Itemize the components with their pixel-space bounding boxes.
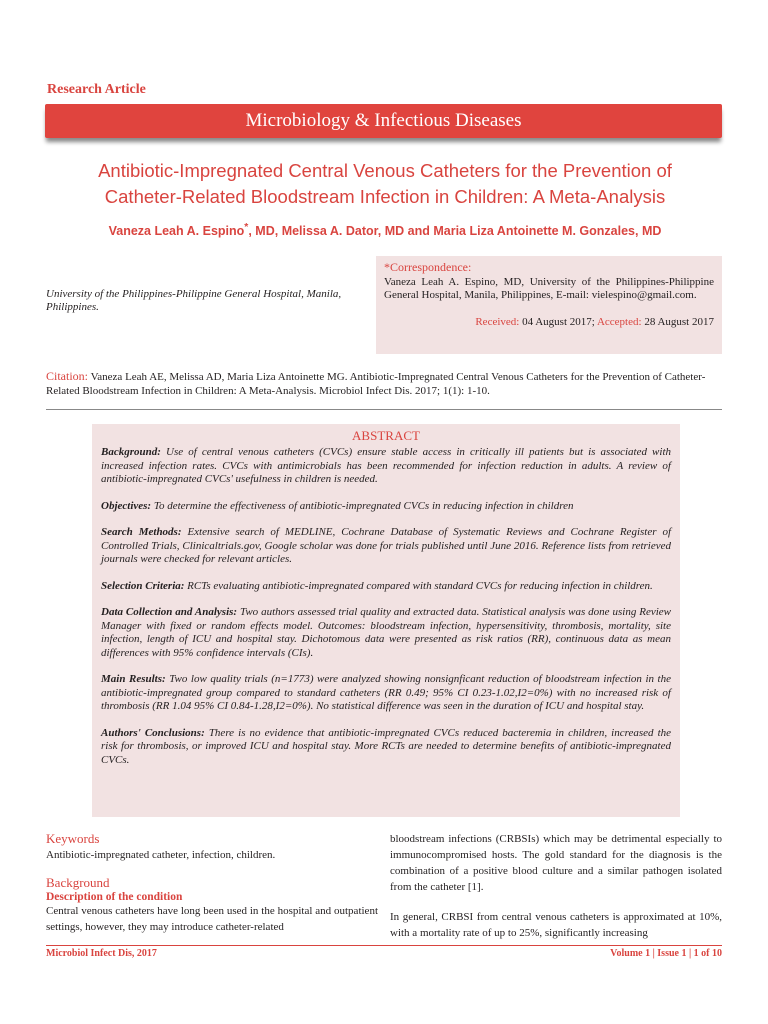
abstract-data-collection [101, 606, 671, 660]
abstract-selection-label: Selection Criteria: [101, 579, 185, 592]
corresponding-mark: * [244, 222, 249, 233]
article-type-label: Research Article [47, 82, 146, 97]
title-line-1: Antibiotic-Impregnated Central Venous Catheters for the Prevention of [98, 160, 672, 181]
abstract-search-text: Extensive search of MEDLINE, Cochrane Database of Systematic Reviews and Cochrane Register of Controlled Trials, Clinicaltrials.gov, Google scholar was done for trials published until June 2016. Reference lists from retrieved journals were checked for relevant articles. [101, 526, 671, 565]
abstract-results-text: Two low quality trials (n=1773) were analyzed showing nonsignficant reduction of bloodstream infection in the antibiotic-impregnated group compared to standard catheters (RR 0.49; 95% CI 0.23-1.02,I2=0%) with no increased risk of thrombosis (RR 1.04 95% CI 0.84-1.28,I2=0%). No statistical difference was seen in the duration of ICU and hospital stay. [101, 673, 671, 712]
background-heading: Background [46, 875, 110, 890]
received-label: Received: [475, 316, 520, 328]
abstract-objectives [101, 500, 671, 514]
abstract-objectives-label: Objectives: [101, 499, 152, 512]
abstract-background-text: Use of central venous catheters (CVCs) ensure stable access in critically ill patients but is associated with increased infection rates. CVCs with antimicrobials has been recommended for infection reduction in adults. A review of antibiotic-impregnated CVCs' usefulness in children is needed. [101, 446, 672, 485]
abstract-selection-text: RCTs evaluating antibiotic-impregnated compared with standard CVCs for reducing infection in children. [187, 579, 653, 592]
body-paragraph-right-1: bloodstream infections (CRBSIs) which may be detrimental especially to immunocompromised hosts. The gold standard for the diagnosis is the combination of a positive blood culture and a similar pathogen isolated from the catheter [1]. [390, 833, 722, 893]
abstract-selection [101, 580, 671, 594]
abstract-heading: ABSTRACT [352, 428, 420, 443]
abstract-objectives-text: To determine the effectiveness of antibiotic-impregnated CVCs in reducing infection in children [153, 499, 574, 512]
journal-banner [45, 104, 722, 138]
abstract-conclusions-text: There is no evidence that antibiotic-impregnated CVCs reduced bacteremia in children, increased the risk for thrombosis, or improved ICU and hospital stay. More RCTs are needed to determine benefits of antibiotic-impregnated CVCs. [101, 726, 672, 766]
divider [46, 409, 722, 410]
correspondence-box [376, 256, 722, 354]
received-date: 04 August 2017; [522, 316, 595, 328]
abstract-background [101, 446, 671, 487]
abstract-data-label: Data Collection and Analysis: [101, 606, 238, 618]
abstract-data-text: Two authors assessed trial quality and extracted data. Statistical analysis was done using Review Manager with fixed or random effects model. Outcomes: bloodstream infection, hypersensitivity, thrombosis, mortality, site infection, length of ICU and hospital stay. Dichotomous data were presented as risk ratios (RR), continuous data as mean differences with 95% confidence intervals (CIs). [101, 606, 672, 659]
abstract-background-label: Background: [101, 446, 161, 458]
correspondence-text: Vaneza Leah A. Espino, MD, University of the Philippines-Philippine General Hospital, Manila, Philippines, E-mail: vielespino@gmail.com. [384, 276, 714, 301]
accepted-label: Accepted: [596, 316, 642, 328]
abstract-search [101, 526, 671, 567]
abstract-results [101, 673, 671, 714]
correspondence-heading: *Correspondence: [384, 260, 472, 274]
accepted-date: 28 August 2017 [644, 316, 714, 328]
other-authors: , MD, Melissa A. Dator, MD and Maria Liza Antoinette M. Gonzales, MD [248, 224, 662, 239]
footer-journal: Microbiol Infect Dis, 2017 [46, 948, 157, 959]
abstract-conclusions-label: Authors' Conclusions: [101, 726, 205, 739]
footer-pagination: Volume 1 | Issue 1 | 1 of 10 [610, 948, 722, 959]
abstract-results-label: Main Results: [101, 673, 166, 685]
keywords-heading: Keywords [46, 831, 100, 846]
citation-label: Citation: [46, 369, 88, 383]
condition-subheading: Description of the condition [46, 891, 183, 903]
body-paragraph-right-2: In general, CRBSI from central venous catheters is approximated at 10%, with a mortality rate of up to 25%, significantly increasing [390, 911, 722, 939]
abstract-box [92, 424, 680, 817]
author-list [40, 222, 730, 238]
abstract-conclusions [101, 727, 671, 768]
footer-rule [46, 945, 722, 946]
citation [46, 369, 722, 398]
keywords-text: Antibiotic-impregnated catheter, infection, children. [46, 849, 276, 861]
article-dates [384, 316, 714, 328]
body-paragraph-left: Central venous catheters have long been used in the hospital and outpatient settings, however, they may introduce catheter-related [46, 905, 378, 933]
affiliation: University of the Philippines-Philippine General Hospital, Manila, Philippines. [46, 288, 342, 313]
right-column [390, 831, 722, 941]
left-column [46, 831, 378, 935]
citation-text: Vaneza Leah AE, Melissa AD, Maria Liza Antoinette MG. Antibiotic-Impregnated Central Venous Catheters for the Prevention of Catheter-Related Bloodstream Infection in Children: A Meta-Analysis. Microbiol Infect Dis. 2017; 1(1): 1-10. [46, 371, 706, 397]
abstract-search-label: Search Methods: [101, 526, 182, 538]
first-author: Vaneza Leah A. Espino [108, 224, 245, 239]
article-title [40, 158, 730, 210]
title-line-2: Catheter-Related Bloodstream Infection in Children: A Meta-Analysis [104, 186, 666, 207]
journal-name: Microbiology & Infectious Diseases [245, 110, 522, 131]
